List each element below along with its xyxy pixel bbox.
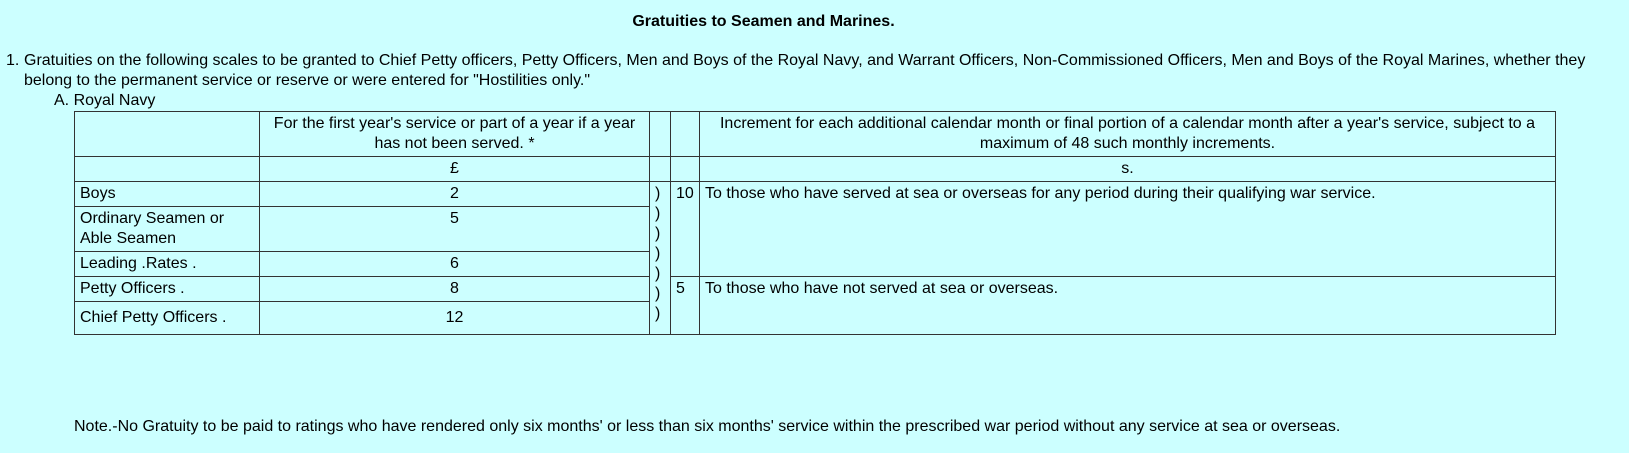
footnote: Note.-No Gratuity to be paid to ratings who have rendered only six months' or less than six months' service within the prescribed war period without any service at sea or overseas. (74, 418, 1341, 435)
paragraph-number: 1. (6, 52, 20, 69)
amount-cell: 8 (260, 277, 650, 302)
page-title: Gratuities to Seamen and Marines. (632, 13, 895, 30)
header-empty-cell (75, 112, 260, 157)
table-unit-row (75, 157, 1556, 182)
unit-pounds: £ (260, 157, 650, 182)
intro-paragraph (6, 51, 1606, 91)
increment-description: To those who have not served at sea or overseas. (700, 277, 1556, 335)
header-value-cell (671, 112, 700, 157)
increment-description: To those who have served at sea or overseas for any period during their qualifying war service. (700, 182, 1556, 277)
amount-cell: 6 (260, 252, 650, 277)
header-first-year: For the first year's service or part of a year if a year has not been served. * (260, 112, 650, 157)
gratuity-table (74, 111, 1556, 335)
header-bracket-cell (650, 112, 671, 157)
amount-cell: 12 (260, 302, 650, 335)
header-increment: Increment for each additional calendar month or final portion of a calendar month after a year's service, subject to a maximum of 48 such monthly increments. (700, 112, 1556, 157)
amount-cell: 5 (260, 207, 650, 252)
table-row (75, 277, 1556, 302)
bracket-column: ) ) ) ) ) ) ) (650, 182, 671, 335)
unit-bracket-cell (650, 157, 671, 182)
rank-cell: Chief Petty Officers . (75, 302, 260, 335)
unit-shillings: s. (700, 157, 1556, 182)
increment-value: 5 (671, 277, 700, 335)
section-subheading: A. Royal Navy (54, 92, 156, 109)
increment-value: 10 (671, 182, 700, 277)
amount-cell: 2 (260, 182, 650, 207)
unit-empty-cell (75, 157, 260, 182)
rank-cell: Leading .Rates . (75, 252, 260, 277)
intro-text: Gratuities on the following scales to be granted to Chief Petty officers, Petty Officers, Men and Boys of the Royal Navy, and Warrant Officers, Non-Commissioned Officers, Men and Boys of the Royal Marines, whether they belong to the permanent service or reserve or were entered for "Hostilities only." (24, 52, 1586, 89)
table-row (75, 182, 1556, 207)
unit-value-cell (671, 157, 700, 182)
rank-cell: Petty Officers . (75, 277, 260, 302)
table-header-row (75, 112, 1556, 157)
rank-cell: Boys (75, 182, 260, 207)
rank-cell: Ordinary Seamen or Able Seamen (75, 207, 260, 252)
